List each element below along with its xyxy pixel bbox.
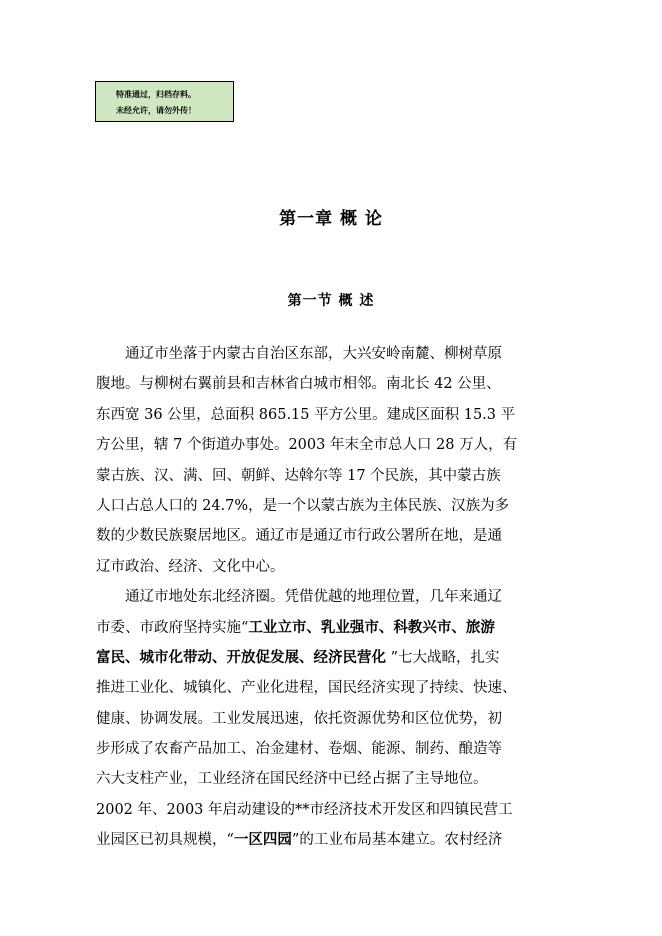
chapter-title: 第一章 概 论 — [279, 209, 383, 229]
paragraph-line: 2002 年、2003 年启动建设的**市经济技术开发区和四镇民营工 — [96, 801, 513, 818]
confidentiality-notice-box — [95, 81, 234, 122]
paragraph-line: 数的少数民族聚居地区。通辽市是通辽市行政公署所在地，是通 — [96, 528, 502, 545]
paragraph-line: 推进工业化、城镇化、产业化进程，国民经济实现了持续、快速、 — [96, 680, 517, 697]
notice-line-1: 特准通过，归档存料。 — [116, 90, 196, 99]
document-body — [96, 339, 576, 856]
notice-line-2: 未经允许，请勿外传！ — [116, 106, 196, 115]
paragraph-line: 方公里，辖 7 个街道办事处。2003 年末全市总人口 28 万人，有 — [96, 437, 518, 454]
paragraph-line: 蒙古族、汉、满、回、朝鲜、达斡尔等 17 个民族，其中蒙古族 — [96, 467, 501, 484]
strategy-bold-text: 富民、城市化带动、开放促发展、经济民营化 — [96, 649, 386, 666]
paragraph-line: 通辽市坐落于内蒙古自治区东部，大兴安岭南麓、柳树草原 — [125, 346, 502, 362]
paragraph-line: 通辽市地处东北经济圈。凭借优越的地理位置，几年来通辽 — [125, 589, 502, 606]
paragraph-2 — [96, 582, 576, 856]
paragraph-line: 东西宽 36 公里，总面积 865.15 平方公里。建成区面积 15.3 平 — [96, 406, 516, 423]
text-run: 市委、市政府坚持实施“ — [96, 619, 249, 636]
paragraph-line — [96, 643, 576, 673]
paragraph-line — [96, 825, 576, 855]
paragraph-line: 步形成了农畜产品加工、冶金建材、卷烟、能源、制药、酿造等 — [96, 741, 502, 758]
paragraph-line: 健康、协调发展。工业发展迅速，依托资源优势和区位优势，初 — [96, 710, 502, 727]
layout-bold-text: 一区四园 — [233, 832, 292, 849]
text-run: ”的工业布局基本建立。农村经济 — [291, 832, 503, 849]
paragraph-line — [96, 613, 576, 643]
paragraph-1 — [96, 339, 576, 582]
paragraph-line: 腹地。与柳树右翼前县和吉林省白城市相邻。南北长 42 公里、 — [96, 376, 501, 393]
section-title: 第一节 概 述 — [287, 293, 375, 309]
paragraph-line: 辽市政治、经济、文化中心。 — [96, 558, 285, 575]
text-run: ”七大战略，扎实 — [386, 649, 500, 666]
paragraph-line: 六大支柱产业，工业经济在国民经济中已经占据了主导地位。 — [96, 771, 488, 788]
paragraph-line: 人口占总人口的 24.7%，是一个以蒙古族为主体民族、汉族为多 — [96, 497, 510, 514]
strategy-bold-text: 工业立市、乳业强市、科教兴市、旅游 — [248, 619, 495, 636]
text-run: 业园区已初具规模，“ — [96, 832, 234, 849]
